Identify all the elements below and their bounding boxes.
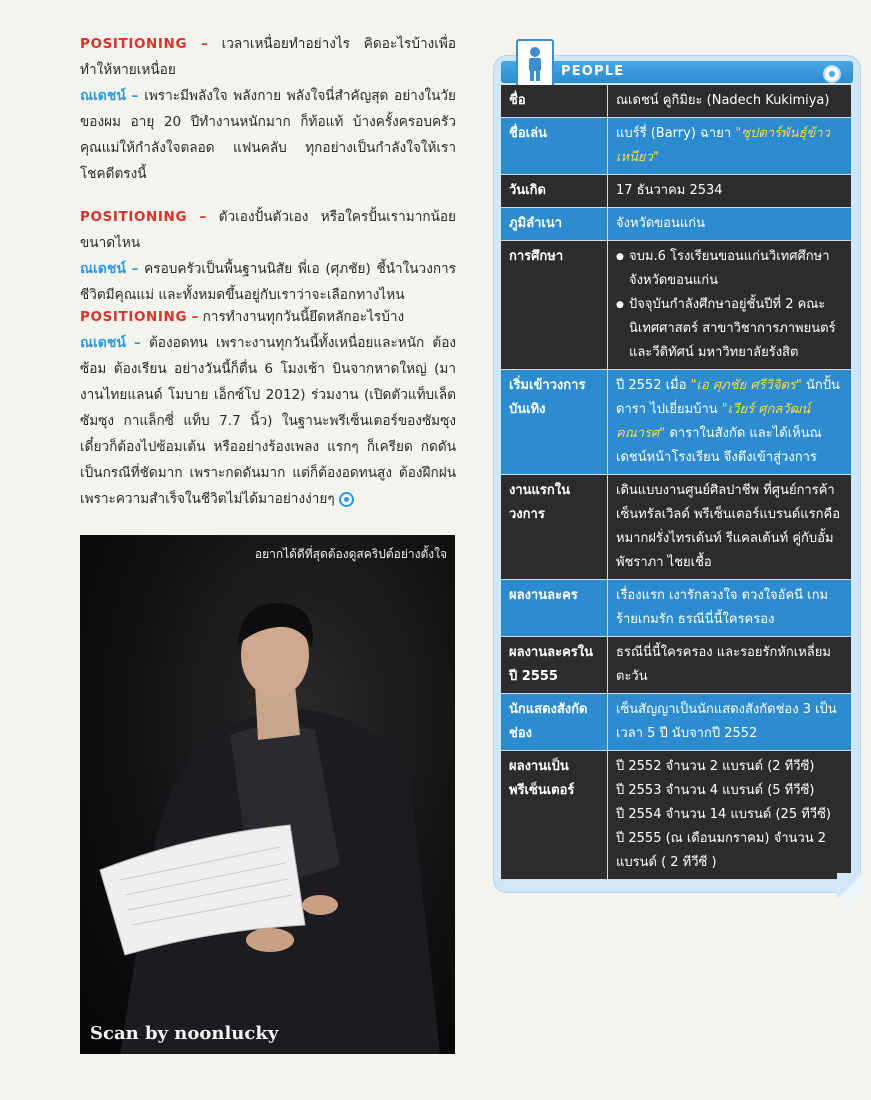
card-header (501, 61, 853, 83)
row-label: ชื่อ (501, 85, 608, 118)
row-value: เซ็นสัญญาเป็นนักแสดงสังกัดช่อง 3 เป็นเวลา 5 ปี นับจากปี 2552 (608, 694, 851, 751)
qa-block-2 (80, 204, 456, 308)
question-tag: POSITIONING (80, 36, 188, 52)
row-label: ผลงานละครในปี 2555 (501, 637, 608, 694)
qa-block-3 (80, 304, 456, 512)
row-label: การศึกษา (501, 241, 608, 370)
table-row (501, 118, 851, 175)
table-row (501, 475, 851, 580)
table-row (501, 208, 851, 241)
table-row (501, 580, 851, 637)
presenter-year-item: ปี 2555 (ณ เดือนมกราคม) จำนวน 2 แบรนด์ ( 2 ทีวีซี ) (616, 831, 827, 870)
row-value (608, 241, 851, 370)
row-value: แบร์รี่ (Barry) ฉายา "ซุปตาร์พันธุ์ข้าวเหนียว" (608, 118, 851, 175)
question-3: POSITIONING – การทำงานทุกวันนี้ยึดหลักอะไรบ้าง (80, 309, 405, 325)
row-value: ธรณีนี่นี้ใครครอง และรอยรักหักเหลี่ยมตะวัน (608, 637, 851, 694)
nickname-highlight: "ซุปตาร์พันธุ์ข้าวเหนียว" (616, 126, 830, 165)
portrait-photo (80, 535, 455, 1054)
answer-3: ณเดชน์ – ต้องอดทน เพราะงานทุกวันนี้ทั้งเหนื่อยและหนัก ต้องซ้อม ต้องเรียน อย่างวันนี้ก็ตื่น 6 โมงเช้า บินจากหาดใหญ่ (มางานไทยแลนด์ โมบาย เอ็กซ์โป 2012) ร่วมงาน (เปิดตัวแท็บเล็ตซัมซุง กาแล็กซี่ แท็บ 7.7 นิ้ว) ในฐานะพรีเซ็นเตอร์ของซัมซุง เดี๋ยวก็ต้องไปซ้อมเต้น หรืออย่างร้องเพลง แรกๆ ก็เครียด กดดัน เป็นกรณีที่ชัดมาก เพราะกดดันมาก แต่ก็ต้องอดทนสูง ต้องฝึกฝน เพราะความสำเร็จในชีวิตไม่ได้มาอย่างง่ายๆ (80, 335, 456, 507)
name-highlight: "เวียร์ ศุกลวัฒน์ คณารศ" (616, 402, 811, 441)
table-row (501, 751, 851, 880)
row-value: เรื่องแรก เงารักลวงใจ ดวงใจอัคนี เกมร้ายเกมรัก ธรณีนี่นี้ใครครอง (608, 580, 851, 637)
table-row (501, 694, 851, 751)
row-label: นักแสดงสังกัดช่อง (501, 694, 608, 751)
photo-illustration (80, 535, 455, 1054)
question-1: POSITIONING – เวลาเหนื่อยทำอย่างไร คิดอะไรบ้างเพื่อทำให้หายเหนื่อย (80, 36, 456, 78)
name-highlight: "เอ ศุภชัย ศรีวิจิตร" (690, 378, 802, 393)
question-text: เวลาเหนื่อยทำอย่างไร คิดอะไรบ้างเพื่อทำให้หายเหนื่อย (80, 36, 456, 78)
answer-tag: ณเดชน์ (80, 261, 126, 277)
row-label: ชื่อเล่น (501, 118, 608, 175)
question-text: การทำงานทุกวันนี้ยึดหลักอะไรบ้าง (202, 309, 405, 325)
photo-caption: อยากได้ดีที่สุดต้องดูสคริปต์อย่างตั้งใจ (254, 547, 447, 561)
row-value: ณเดชน์ คูกิมิยะ (Nadech Kukimiya) (608, 85, 851, 118)
row-label: ผลงานละคร (501, 580, 608, 637)
profile-card (493, 55, 861, 893)
target-icon (823, 65, 841, 83)
education-item: ● จบม.6 โรงเรียนขอนแก่นวิเทศศึกษา จังหวัดขอนแก่น (616, 245, 845, 293)
row-label: ผลงานเป็นพรีเซ็นเตอร์ (501, 751, 608, 880)
answer-text: เพราะมีพลังใจ พลังกาย พลังใจนี่สำคัญสุด อย่างในวัยของผม อายุ 20 ปีทำงานหนักมาก ก็ท้อแท้ บ้างครั้งครอบครัว คุณแม่ให้กำลังใจตลอด แฟนคลับ ทุกอย่างเป็นกำลังใจให้เรา โชคดีตรงนี้ (80, 88, 456, 182)
answer-tag: ณเดชน์ (80, 335, 126, 351)
question-tag: POSITIONING (80, 309, 188, 325)
presenter-year-item: ปี 2554 จำนวน 14 แบรนด์ (25 ทีวีซี) (616, 807, 831, 822)
row-value: ปี 2552 เมื่อ "เอ ศุภชัย ศรีวิจิตร" นักปั้นดารา ไปเยี่ยมบ้าน "เวียร์ ศุกลวัฒน์ คณารศ" ดาราในสังกัด และได้เห็นณเดชน์หน้าโรงเรียน จึงดึงเข้าสู่วงการ (608, 370, 851, 475)
scan-credit: Scan by noonlucky (90, 1023, 279, 1044)
table-row (501, 637, 851, 694)
answer-text: ต้องอดทน เพราะงานทุกวันนี้ทั้งเหนื่อยและหนัก ต้องซ้อม ต้องเรียน อย่างวันนี้ก็ตื่น 6 โมงเช้า บินจากหาดใหญ่ (มางานไทยแลนด์ โมบาย เอ็กซ์โป 2012) ร่วมงาน (เปิดตัวแท็บเล็ตซัมซุง กาแล็กซี่ แท็บ 7.7 นิ้ว) ในฐานะพรีเซ็นเตอร์ของซัมซุง เดี๋ยวก็ต้องไปซ้อมเต้น หรืออย่างร้องเพลง แรกๆ ก็เครียด กดดัน เป็นกรณีที่ชัดมาก เพราะกดดันมาก แต่ก็ต้องอดทนสูง ต้องฝึกฝน เพราะความสำเร็จในชีวิตไม่ได้มาอย่างง่ายๆ (80, 335, 456, 507)
answer-text: ครอบครัวเป็นพื้นฐานนิสัย พี่เอ (ศุภชัย) ชี้นำในวงการ ชีวิตมีคุณแม่ และทั้งหมดขึ้นอยู่กับเราว่าจะเลือกทางไหน (80, 261, 456, 303)
row-label: ภูมิลำเนา (501, 208, 608, 241)
row-value: จังหวัดขอนแก่น (608, 208, 851, 241)
answer-2: ณเดชน์ – ครอบครัวเป็นพื้นฐานนิสัย พี่เอ (ศุภชัย) ชี้นำในวงการ ชีวิตมีคุณแม่ และทั้งหมดขึ้นอยู่กับเราว่าจะเลือกทางไหน (80, 261, 456, 303)
answer-tag: ณเดชน์ (80, 88, 126, 104)
presenter-year-item: ปี 2552 จำนวน 2 แบรนด์ (2 ทีวีซี) (616, 759, 815, 774)
row-value (608, 751, 851, 880)
row-label: งานแรกในวงการ (501, 475, 608, 580)
person-icon (516, 39, 554, 87)
row-label: เริ่มเข้าวงการบันเทิง (501, 370, 608, 475)
end-mark-icon (339, 492, 354, 507)
row-value: 17 ธันวาคม 2534 (608, 175, 851, 208)
row-value: เดินแบบงานศูนย์ศิลปาชีพ ที่ศูนย์การค้าเซ็นทรัลเวิลด์ พรีเซ็นเตอร์แบรนด์แรกคือหมากฝรั่งไทรเด้นท์ รีแคลเด้นท์ คู่กับอั้ม พัชราภา ไชยเชื้อ (608, 475, 851, 580)
qa-block-1 (80, 31, 456, 187)
question-2: POSITIONING – ตัวเองปั้นตัวเอง หรือใครปั้นเรามากน้อยขนาดไหน (80, 209, 456, 251)
table-row (501, 85, 851, 118)
table-row (501, 370, 851, 475)
page-curl (837, 873, 863, 899)
answer-1: ณเดชน์ – เพราะมีพลังใจ พลังกาย พลังใจนี่สำคัญสุด อย่างในวัยของผม อายุ 20 ปีทำงานหนักมาก ก็ท้อแท้ บ้างครั้งครอบครัว คุณแม่ให้กำลังใจตลอด แฟนคลับ ทุกอย่างเป็นกำลังใจให้เรา โชคดีตรงนี้ (80, 88, 456, 182)
row-label: วันเกิด (501, 175, 608, 208)
presenter-year-item: ปี 2553 จำนวน 4 แบรนด์ (5 ทีวีซี) (616, 783, 815, 798)
profile-table (501, 85, 851, 880)
question-tag: POSITIONING (80, 209, 188, 225)
table-row (501, 175, 851, 208)
question-text: ตัวเองปั้นตัวเอง หรือใครปั้นเรามากน้อยขนาดไหน (80, 209, 456, 251)
table-row (501, 241, 851, 370)
card-title: PEOPLE (561, 64, 625, 79)
education-item: ● ปัจจุบันกำลังศึกษาอยู่ชั้นปีที่ 2 คณะนิเทศศาสตร์ สาขาวิชาการภาพยนตร์และวีดิทัศน์ มหาวิทยาลัยรังสิต (616, 293, 845, 365)
